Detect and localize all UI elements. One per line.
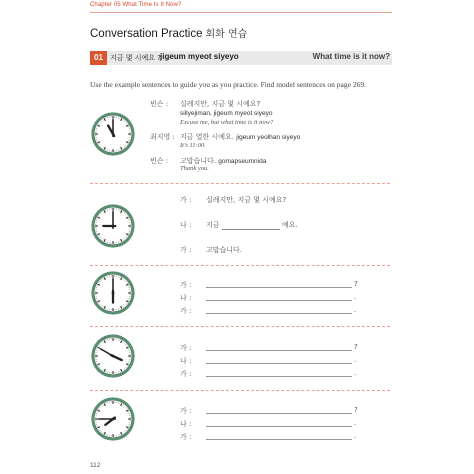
answer-line[interactable] — [206, 287, 352, 288]
answer-line[interactable] — [206, 313, 352, 314]
example-line-ko-text: 고맙습니다. — [180, 157, 217, 165]
example-line-romanized: sillyejiman, jigeum myeot siyeyo — [180, 110, 273, 117]
chapter-rule — [90, 12, 392, 13]
period-mark: . — [354, 306, 357, 314]
example-line-romanized: gomapseumnida — [218, 158, 267, 165]
practice-label-na: 나 : — [180, 357, 192, 365]
answer-line[interactable] — [206, 376, 352, 377]
answer-line[interactable] — [206, 350, 352, 351]
example-line-ko — [180, 132, 300, 142]
lesson-title-ko: 지금 몇 시예요 ? — [110, 54, 161, 62]
clock-center — [112, 133, 115, 136]
section-title — [90, 25, 247, 40]
practice-label-ga: 가 : — [180, 407, 192, 415]
section-title-ko: 회화 연습 — [205, 29, 248, 40]
period-mark: . — [354, 293, 357, 301]
instruction: Use the example sentences to guide you as you practice. Find model sentences on page 269. — [90, 80, 366, 89]
section-separator — [90, 390, 390, 391]
clock-icon — [90, 270, 136, 316]
answer-line[interactable] — [206, 426, 352, 427]
question-mark: ? — [354, 280, 358, 288]
clock-center — [112, 292, 115, 295]
example-line-en: Excuse me, but what time is it now? — [180, 119, 274, 126]
section-separator — [90, 265, 390, 266]
practice-label-na: 나 : — [180, 221, 192, 229]
section-title-en: Conversation Practice — [90, 28, 203, 40]
clock-icon — [90, 111, 136, 157]
speaker-label: 최지영 : — [150, 133, 175, 141]
practice-label-ga: 가 : — [180, 246, 192, 254]
answer-line[interactable] — [206, 413, 352, 414]
example-line-romanized: jigeum yeolhan siyeyo — [236, 134, 301, 141]
section-separator — [90, 183, 390, 184]
answer-blank[interactable] — [222, 222, 280, 230]
period-mark: . — [354, 369, 357, 377]
answer-line[interactable] — [206, 363, 352, 364]
question-mark: ? — [354, 406, 358, 414]
speaker-label: 빈슨 : — [150, 100, 169, 108]
answer-line[interactable] — [206, 300, 352, 301]
lesson-title-en: What time is it now? — [312, 52, 390, 61]
practice-thanks-ko: 고맙습니다. — [206, 246, 243, 254]
example-line-en: Thank you. — [180, 165, 209, 172]
chapter-header: Chapter 05 What Time Is It Now? — [90, 2, 182, 8]
answer-suffix: 예요. — [282, 221, 298, 229]
period-mark: . — [354, 432, 357, 440]
lesson-title-romanized: jigeum myeot siyeyo — [160, 52, 239, 61]
clock-icon — [90, 333, 136, 379]
practice-answer — [206, 220, 298, 230]
practice-label-na: 나 : — [180, 294, 192, 302]
example-line-ko-text: 지금 열한 시예요. — [180, 133, 235, 141]
page-number: 112 — [90, 462, 101, 469]
practice-question-ko: 실례지만, 지금 몇 시예요? — [206, 196, 287, 204]
example-line-en: It's 11:00. — [180, 142, 206, 149]
practice-label-ga: 가 : — [180, 281, 192, 289]
practice-label-ga: 가 : — [180, 370, 192, 378]
clock-center — [112, 225, 115, 228]
answer-line[interactable] — [206, 439, 352, 440]
section-separator — [90, 326, 390, 327]
answer-prefix: 지금 — [206, 221, 220, 229]
practice-label-na: 나 : — [180, 420, 192, 428]
example-line-ko: 실례지만, 지금 몇 시예요? — [180, 100, 261, 108]
speaker-label: 빈슨 : — [150, 157, 169, 165]
question-mark: ? — [354, 343, 358, 351]
clock-center — [112, 418, 115, 421]
practice-label-ga: 가 : — [180, 433, 192, 441]
lesson-number: 01 — [90, 51, 107, 65]
clock-icon — [90, 203, 136, 249]
clock-icon — [90, 396, 136, 442]
period-mark: . — [354, 356, 357, 364]
practice-label-ga: 가 : — [180, 307, 192, 315]
period-mark: . — [354, 419, 357, 427]
practice-label-ga: 가 : — [180, 344, 192, 352]
clock-center — [112, 355, 115, 358]
practice-label-ga: 가 : — [180, 196, 192, 204]
